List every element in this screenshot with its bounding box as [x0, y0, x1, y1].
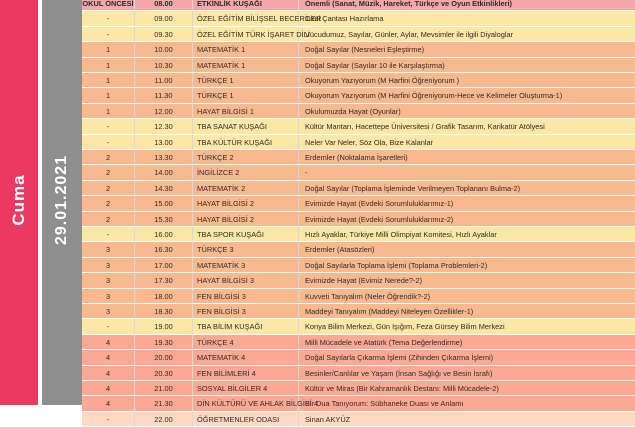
grade-cell: 1	[82, 104, 135, 119]
course-cell: TBA KÜLTÜR KUŞAĞI	[193, 135, 299, 150]
schedule-row	[82, 242, 635, 257]
time-cell: 10.30	[135, 58, 193, 73]
course-cell: MATEMATİK 1	[193, 42, 299, 57]
course-cell: ÖĞRETMENLER ODASI	[193, 412, 299, 427]
course-cell: FEN BİLGİSİ 3	[193, 289, 299, 304]
schedule-row	[82, 319, 635, 334]
grade-cell: 1	[82, 58, 135, 73]
topic-cell: Doğal Sayılar (Sayılar 10 ile Karşılaştırma)	[299, 58, 635, 73]
time-cell: 17.30	[135, 273, 193, 288]
time-cell: 20.30	[135, 366, 193, 381]
topic-cell: Konya Bilim Merkezi, Gün Işığım, Feza Gürsey Bilim Merkezi	[299, 319, 635, 334]
course-cell: HAYAT BİLGİSİ 2	[193, 212, 299, 227]
time-cell: 09.00	[135, 11, 193, 26]
topic-cell: Evimizde Hayat (Evdeki Sorumluluklarımız-2)	[299, 212, 635, 227]
topic-cell: Okuyorum Yazıyorum (M Harfini Öğreniyorum-Hece ve Kelimeler Oluşturma-1)	[299, 88, 635, 103]
topic-cell: Evimizde Hayat (Evimiz Nerede?-2)	[299, 273, 635, 288]
time-cell: 14.00	[135, 165, 193, 180]
time-cell: 13.30	[135, 150, 193, 165]
course-cell: TÜRKÇE 1	[193, 88, 299, 103]
schedule-row	[82, 412, 635, 427]
schedule-row	[82, 381, 635, 396]
grade-cell: -	[82, 119, 135, 134]
time-cell: 21.30	[135, 396, 193, 411]
time-cell: 15.00	[135, 196, 193, 211]
course-cell: TÜRKÇE 4	[193, 335, 299, 350]
grade-cell: 2	[82, 165, 135, 180]
schedule-row	[82, 104, 635, 119]
time-cell: 14.30	[135, 181, 193, 196]
time-cell: 13.00	[135, 135, 193, 150]
course-cell: TBA SANAT KUŞAĞI	[193, 119, 299, 134]
topic-cell: Milli Mücadele ve Atatürk (Tema Değerlendirme)	[299, 335, 635, 350]
grade-cell: -	[82, 412, 135, 427]
grade-cell: 2	[82, 181, 135, 196]
grade-cell: OKUL ÖNCESİ	[82, 0, 135, 11]
grade-cell: 4	[82, 366, 135, 381]
grade-cell: -	[82, 135, 135, 150]
grade-cell: 4	[82, 350, 135, 365]
schedule-row	[82, 119, 635, 134]
schedule-row	[82, 42, 635, 57]
course-cell: SOSYAL BİLGİLER 4	[193, 381, 299, 396]
schedule-row	[82, 212, 635, 227]
topic-cell: Evimizde Hayat (Evdeki Sorumluluklarımız-1)	[299, 196, 635, 211]
topic-cell: Erdemler (Noktalama İşaretleri)	[299, 150, 635, 165]
schedule-row	[82, 304, 635, 319]
schedule-row	[82, 227, 635, 242]
schedule-row	[82, 58, 635, 73]
course-cell: ÖZEL EĞİTİM TÜRK İŞARET DİLİ	[193, 27, 299, 42]
schedule-row	[82, 150, 635, 165]
course-cell: DİN KÜLTÜRÜ VE AHLAK BİLGİSİ 4	[193, 396, 299, 411]
schedule-row	[82, 366, 635, 381]
course-cell: HAYAT BİLGİSİ 3	[193, 273, 299, 288]
time-cell: 22.00	[135, 412, 193, 427]
time-cell: 19.00	[135, 319, 193, 334]
schedule-row	[82, 165, 635, 180]
time-cell: 21.00	[135, 381, 193, 396]
course-cell: ÖZEL EĞİTİM BİLİŞSEL BECERİLER	[193, 11, 299, 26]
grade-cell: 4	[82, 335, 135, 350]
course-cell: TÜRKÇE 2	[193, 150, 299, 165]
schedule-table	[82, 0, 635, 424]
grade-cell: 1	[82, 73, 135, 88]
topic-cell: Doğal Sayılarla Toplama İşlemi (Toplama Problemleri-2)	[299, 258, 635, 273]
schedule-row	[82, 350, 635, 365]
schedule-row	[82, 27, 635, 42]
grade-cell: -	[82, 11, 135, 26]
grade-cell: 3	[82, 304, 135, 319]
topic-cell: Okulumuzda Hayat (Oyunlar)	[299, 104, 635, 119]
time-cell: 16.30	[135, 242, 193, 257]
day-label: Cuma	[9, 174, 28, 226]
grade-cell: 3	[82, 273, 135, 288]
schedule-row	[82, 135, 635, 150]
schedule-row	[82, 73, 635, 88]
grade-cell: -	[82, 27, 135, 42]
grade-cell: 3	[82, 242, 135, 257]
time-cell: 11.30	[135, 88, 193, 103]
course-cell: HAYAT BİLGİSİ 2	[193, 196, 299, 211]
topic-cell: Önemli (Sanat, Müzik, Hareket, Türkçe ve Oyun Etkinlikleri)	[299, 0, 635, 11]
topic-cell: Bir Dua Tanıyorum: Sübhaneke Duası ve Anlamı	[299, 396, 635, 411]
schedule-row	[82, 273, 635, 288]
grade-cell: -	[82, 227, 135, 242]
course-cell: FEN BİLİMLERİ 4	[193, 366, 299, 381]
time-cell: 18.00	[135, 289, 193, 304]
topic-cell: Okuyorum Yazıyorum (M Harfini Öğreniyorum )	[299, 73, 635, 88]
course-cell: TÜRKÇE 3	[193, 242, 299, 257]
topic-cell: Besinler/Canlılar ve Yaşam (İnsan Sağlığı ve Besin İsrafı)	[299, 366, 635, 381]
topic-cell: Kuvveti Tanıyalım (Neler Öğrendik?-2)	[299, 289, 635, 304]
topic-cell: Kültür Mantarı, Hacettepe Üniversitesi / Grafik Tasarım, Karikatür Atölyesi	[299, 119, 635, 134]
grade-cell: 3	[82, 289, 135, 304]
time-cell: 09.30	[135, 27, 193, 42]
time-cell: 12.30	[135, 119, 193, 134]
grade-cell: 1	[82, 42, 135, 57]
grade-cell: 4	[82, 396, 135, 411]
grade-cell: 1	[82, 88, 135, 103]
course-cell: MATEMATİK 2	[193, 181, 299, 196]
grade-cell: 2	[82, 212, 135, 227]
schedule-row	[82, 258, 635, 273]
grade-cell: 3	[82, 258, 135, 273]
course-cell: TBA BİLİM KUŞAĞI	[193, 319, 299, 334]
grade-cell: 2	[82, 150, 135, 165]
schedule-row	[82, 88, 635, 103]
time-cell: 17.00	[135, 258, 193, 273]
time-cell: 12.00	[135, 104, 193, 119]
time-cell: 11.00	[135, 73, 193, 88]
topic-cell: Erdemler (Atasözleri)	[299, 242, 635, 257]
course-cell: ETKİNLİK KUŞAĞI	[193, 0, 299, 11]
topic-cell: Sinan AKYÜZ	[299, 412, 635, 427]
topic-cell: Okul Çantası Hazırlama	[299, 11, 635, 26]
time-cell: 16.00	[135, 227, 193, 242]
topic-cell: Doğal Sayılarla Çıkarma İşlemi (Zihinden Çıkarma İşlemi)	[299, 350, 635, 365]
time-cell: 15.30	[135, 212, 193, 227]
topic-cell: Maddeyi Tanıyalım (Maddeyi Niteleyen Özellikler-1)	[299, 304, 635, 319]
topic-cell: Doğal Sayılar (Nesneleri Eşleştirme)	[299, 42, 635, 57]
course-cell: TÜRKÇE 1	[193, 73, 299, 88]
course-cell: MATEMATİK 3	[193, 258, 299, 273]
time-cell: 20.00	[135, 350, 193, 365]
topic-cell: Hızlı Ayaklar, Türkiye Milli Olimpiyat Komitesi, Hızlı Ayaklar	[299, 227, 635, 242]
schedule-row	[82, 0, 635, 11]
schedule-row	[82, 181, 635, 196]
topic-cell: -	[299, 165, 635, 180]
time-cell: 08.00	[135, 0, 193, 11]
course-cell: İNGİLİZCE 2	[193, 165, 299, 180]
course-cell: MATEMATİK 1	[193, 58, 299, 73]
time-cell: 10.00	[135, 42, 193, 57]
date-label: 29.01.2021	[53, 154, 70, 246]
time-cell: 19.30	[135, 335, 193, 350]
topic-cell: Vücudumuz, Sayılar, Günler, Aylar, Mevsimler ile ilgili Diyaloglar	[299, 27, 635, 42]
grade-cell: 4	[82, 381, 135, 396]
schedule-row	[82, 289, 635, 304]
course-cell: TBA SPOR KUŞAĞI	[193, 227, 299, 242]
course-cell: HAYAT BİLGİSİ 1	[193, 104, 299, 119]
schedule-row	[82, 335, 635, 350]
topic-cell: Doğal Sayılar (Toplama İşleminde Verilmeyen Toplananı Bulma-2)	[299, 181, 635, 196]
time-cell: 18.30	[135, 304, 193, 319]
topic-cell: Kültür ve Miras (Bir Kahramanlık Destanı: Milli Mücadele-2)	[299, 381, 635, 396]
schedule-row	[82, 11, 635, 26]
grade-cell: -	[82, 319, 135, 334]
course-cell: MATEMATİK 4	[193, 350, 299, 365]
schedule-row	[82, 196, 635, 211]
grade-cell: 2	[82, 196, 135, 211]
schedule-row	[82, 396, 635, 411]
course-cell: FEN BİLGİSİ 3	[193, 304, 299, 319]
topic-cell: Neler Var Neler, Söz Ola, Bize Kalanlar	[299, 135, 635, 150]
